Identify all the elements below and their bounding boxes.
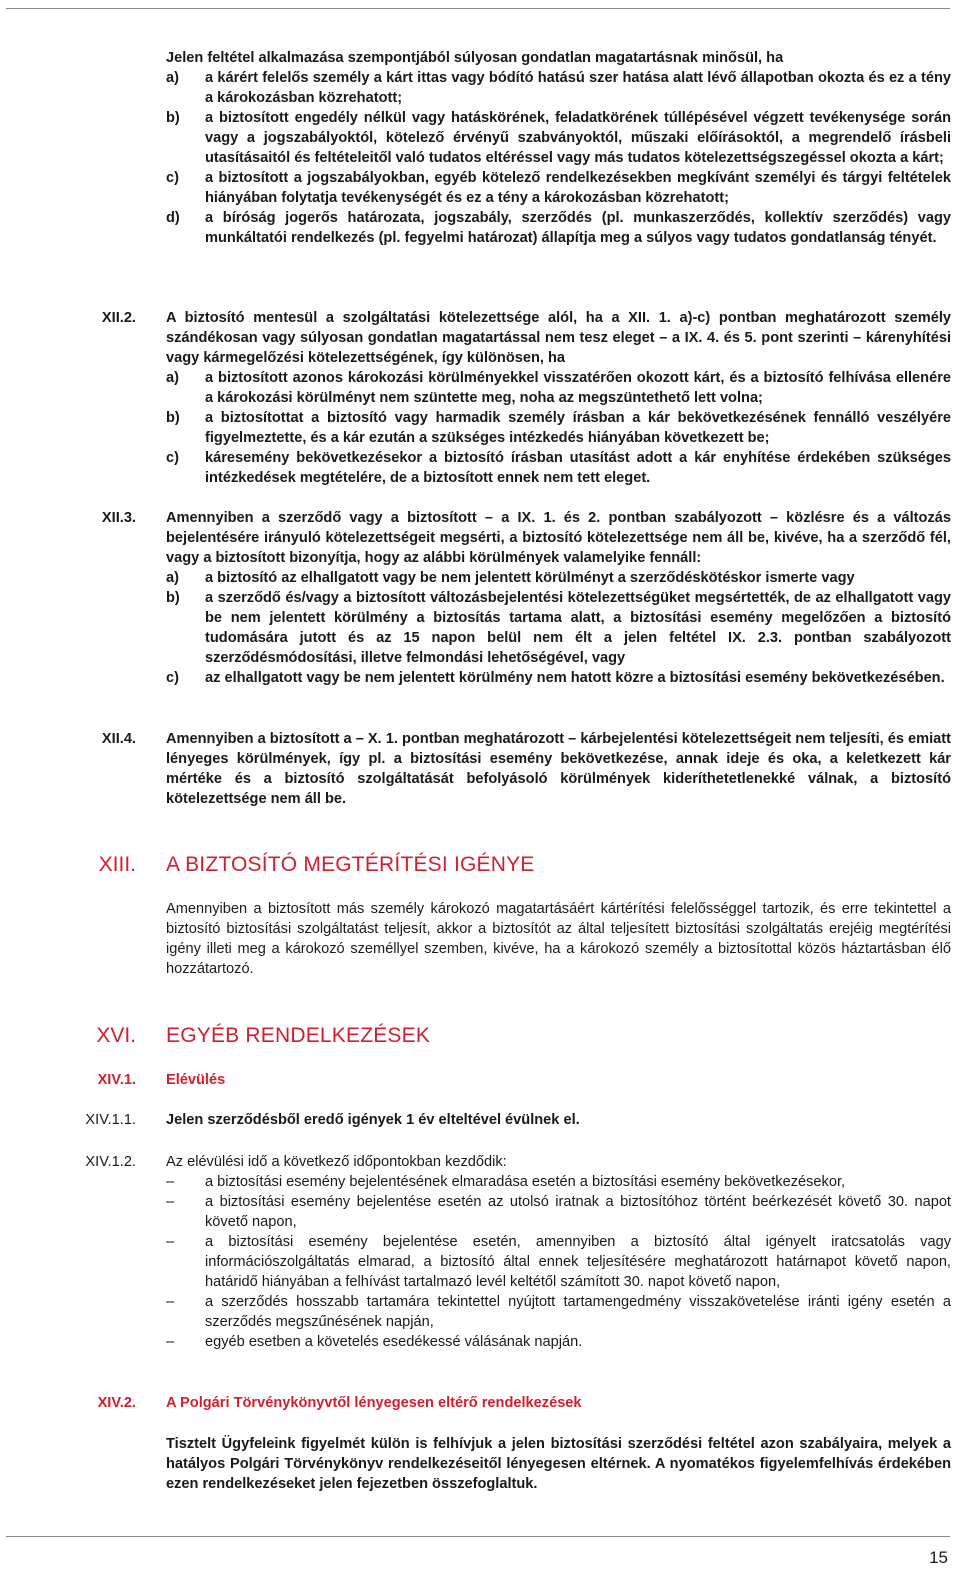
list-item: a) a kárért felelős személy a kárt ittas vagy bódító hatású szer hatása alatt lévő állapotban okozta és ez a tény a károkozásban közrehatott; — [166, 70, 951, 106]
section-xiv11-text: Jelen szerződésből eredő igények 1 év elteltével évülnek el. — [166, 1112, 580, 1128]
section-number: XIV.1.1. — [85, 1112, 136, 1128]
section-number: XII.2. — [101, 310, 136, 326]
list-item: b) a biztosítottat a biztosító vagy harmadik személy írásban a kár bekövetkezésének fennálló veszélyére figyelmeztette, és a kár ezután a szükséges intézkedés hiányában következett be; — [166, 410, 951, 446]
chapter-title: EGYÉB RENDELKEZÉSEK — [166, 1024, 431, 1047]
chapter-title: A BIZTOSÍTÓ MEGTÉRÍTÉSI IGÉNYE — [166, 853, 535, 876]
chapter-xiii-text: Amennyiben a biztosított más személy károkozó magatartásáért kártérítési felelősséggel tartozik, és erre tekintettel a biztosító biztosítási szolgáltatást teljesít, akkor a biztosítót az által teljesített biztosítási szolgáltatás erejéig megtérítési igény illeti meg a károkozó személlyel szemben, kivéve, ha a károkozó személy a biztosítottal közös háztartásban élő hozzátartozó. — [166, 901, 951, 977]
section-xii4-text: Amennyiben a biztosított a – X. 1. pontban meghatározott – kárbejelentési kötelezettségeit nem teljesíti, és emiatt lényeges körülmények, így pl. a biztosítási esemény bekövetkezése, annak ideje és oka, a keletkezett kár mértéke és a biztosító szolgáltatását befolyásoló körülmények kideríthetetlenekké válnak, a biztosító kötelezettsége nem áll be. — [166, 731, 952, 807]
list-item: a) a biztosított azonos károkozási körülményekkel visszatérően okozott kárt, és a biztosító felhívása ellenére a károkozási körülményt nem szüntette meg, noha az megszüntethető lett volna; — [166, 370, 951, 406]
list-item: c) káresemény bekövetkezésekor a biztosító írásban utasítást adott a kár enyhítése érdekében szükséges intézkedések megtételére, de a biztosított ennek nem tett eleget. — [166, 450, 951, 486]
list-item: a) a biztosító az elhallgatott vagy be nem jelentett körülményt a szerződéskötéskor ismerte vagy — [166, 570, 855, 586]
section-number: XII.4. — [101, 731, 136, 747]
section-xiv2-text: Tisztelt Ügyfeleink figyelmét külön is felhívjuk a jelen biztosítási szerződési feltétel azon szabályaira, melyek a hatályos Polgári Törvénykönyv rendelkezéseitől lényegesen eltérnek. A nyomatékos figyelemfelhívás érdekében ezen rendelkezéseket jelen fejezetben összefoglaltuk. — [166, 1436, 951, 1492]
section-number: XIV.1.2. — [85, 1154, 136, 1170]
top-rule — [6, 8, 950, 9]
list-item: – a biztosítási esemény bejelentése esetén az utolsó iratnak a biztosítóhoz történt beérkezését követő 30. napot követő napon, — [166, 1194, 951, 1230]
list-item: b) a szerződő és/vagy a biztosított változásbejelentési kötelezettségüket megsértették, de az elhallgatott vagy be nem jelentett körülmény a biztosítás tartama alatt, a biztosítási esemény megelőzően a biztosító tudomására jutott és az 15 napon belül nem élt a jelen feltétel IX. 2.3. pontban szabályozott szerződésmódosítási, illetve felmondási lehetőségével, vagy — [166, 590, 951, 666]
section-title: A Polgári Törvénykönyvtől lényegesen eltérő rendelkezések — [166, 1395, 582, 1411]
list-item: – a szerződés hosszabb tartamára tekintettel nyújtott tartamengedmény visszakövetelése iránti igény esetén a szerződés megszűnésének napján, — [166, 1294, 951, 1330]
section-number: XII.3. — [101, 510, 136, 526]
section-xii1-intro: Jelen feltétel alkalmazása szempontjából súlyosan gondatlan magatartásnak minősül, ha — [166, 50, 784, 66]
list-item: c) az elhallgatott vagy be nem jelentett körülmény nem hatott közre a biztosítási esemény bekövetkezésében. — [166, 670, 945, 686]
chapter-number: XIII. — [98, 853, 136, 876]
list-item: – a biztosítási esemény bejelentésének elmaradása esetén a biztosítási esemény bekövetkezésekor, — [166, 1174, 846, 1190]
section-xiv12-intro: Az elévülési idő a következő időpontokban kezdődik: — [166, 1154, 507, 1170]
chapter-number: XVI. — [96, 1024, 136, 1047]
section-xii2-intro: A biztosító mentesül a szolgáltatási kötelezettsége alól, ha a XII. 1. a)-c) pontban meghatározott személy szándékosan vagy súlyosan gondatlan magatartással nem tesz eleget – a IX. 4. és 5. pont szerinti – kárenyhítési vagy kármegelőzési kötelezettségének, így különösen, ha — [166, 310, 951, 366]
section-number: XIV.2. — [97, 1395, 136, 1411]
list-item: c) a biztosított a jogszabályokban, egyéb kötelező rendelkezésekben megkívánt személyi és tárgyi feltételek hiányában folytatja tevékenységét és ez a tény a károkozásban közrehatott; — [166, 170, 951, 206]
section-xii3-intro: Amennyiben a szerződő vagy a biztosított – a IX. 1. és 2. pontban szabályozott – közlésre és a változás bejelentésére irányuló kötelezettségeit megsérti, a biztosító kötelezettsége nem áll be, kivéve, ha a szerződő fél, vagy a biztosított bizonyítja, hogy az alábbi körülmények valamelyike fennáll: — [166, 510, 951, 566]
list-item: – a biztosítási esemény bejelentése esetén, amennyiben a biztosító által igényelt iratcsatolás vagy információszolgáltatás elmarad, a biztosító által ennek teljesítésére meghatározott határnapot követő napon, határidő hiányában a felhívást tartalmazó levél keltétől számított 30. napot követő napon, — [166, 1234, 951, 1290]
bottom-rule — [6, 1536, 950, 1537]
section-number: XIV.1. — [97, 1072, 136, 1088]
list-item: d) a bíróság jogerős határozata, jogszabály, szerződés (pl. munkaszerződés, kollektív szerződés) vagy munkáltatói rendelkezés (pl. fegyelmi határozat) állapítja meg a súlyos vagy tudatos gondatlanság tényét. — [166, 210, 951, 246]
page-number: 15 — [929, 1548, 948, 1567]
list-item: b) a biztosított engedély nélkül vagy hatáskörének, feladatkörének túllépésével végzett tevékenysége során vagy a jogszabályoktól, kötelező érvényű szabványoktól, műszaki előírásoktól, a megrendelő írásbeli utasításaitól és feltételeitől való tudatos eltéréssel vagy más tudatos kötelezettségszegéssel okozta a kárt; — [166, 110, 951, 166]
section-title: Elévülés — [166, 1072, 226, 1088]
list-item: – egyéb esetben a követelés esedékessé válásának napján. — [166, 1334, 583, 1350]
